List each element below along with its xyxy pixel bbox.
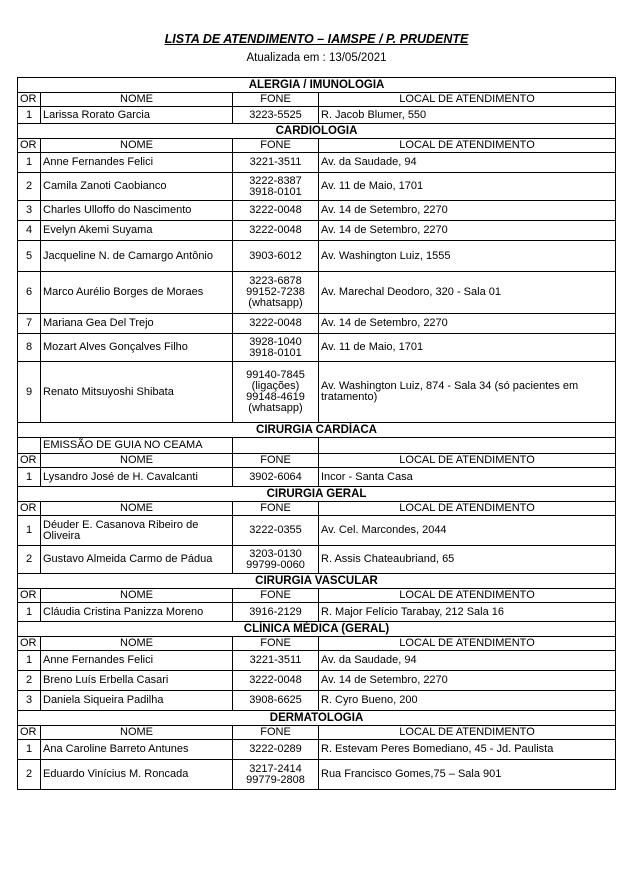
address: Av. Cel. Marcondes, 2044 [319,516,616,546]
phone-number: 3223-5525 [233,107,319,124]
row-number: 7 [18,314,41,334]
table-row [18,546,616,574]
table-row [18,314,616,334]
column-header-nome: NOME [41,139,233,153]
provider-table-body [18,78,616,790]
doctor-name: Marco Aurélio Borges de Moraes [41,272,233,314]
column-header-fone: FONE [233,139,319,153]
phone-number: 3223-6878 99152-7238 (whatsapp) [233,272,319,314]
phone-number: 3222-8387 3918-0101 [233,173,319,201]
column-header-fone: FONE [233,637,319,651]
column-header-nome: NOME [41,502,233,516]
row-number: 2 [18,671,41,691]
row-number: 9 [18,362,41,423]
doctor-name: Ana Caroline Barreto Antunes [41,740,233,760]
row-number: 1 [18,468,41,487]
address: Av. 14 de Setembro, 2270 [319,201,616,221]
doctor-name: Cláudia Cristina Panizza Moreno [41,603,233,622]
phone-number: 99140-7845 (ligações) 99148-4619 (whatsapp) [233,362,319,423]
doctor-name: Daniela Siqueira Padilha [41,691,233,711]
doctor-name: Larissa Rorato Garcia [41,107,233,124]
doctor-name: Gustavo Almeida Carmo de Pádua [41,546,233,574]
doctor-name: Anne Fernandes Felici [41,651,233,671]
section-header-row [18,574,616,589]
doctor-name: Jacqueline N. de Camargo Antônio [41,241,233,272]
phone-number: 3908-6625 [233,691,319,711]
row-number: 3 [18,201,41,221]
column-header-nome: NOME [41,637,233,651]
phone-number: 3203-0130 99799-0060 [233,546,319,574]
empty-cell [18,438,41,454]
phone-number: 3222-0048 [233,201,319,221]
column-header-local: LOCAL DE ATENDIMENTO [319,726,616,740]
column-header-or: OR [18,93,41,107]
row-number: 1 [18,153,41,173]
table-row [18,153,616,173]
row-number: 6 [18,272,41,314]
section-note: EMISSÃO DE GUIA NO CEAMA [41,438,233,454]
column-header-local: LOCAL DE ATENDIMENTO [319,93,616,107]
table-row [18,740,616,760]
section-header-row [18,423,616,438]
updated-date: Atualizada em : 13/05/2021 [246,52,387,64]
table-row [18,241,616,272]
column-header-row [18,726,616,740]
empty-cell [233,438,319,454]
doctor-name: Renato Mitsuyoshi Shibata [41,362,233,423]
column-header-or: OR [18,454,41,468]
address: R. Cyro Bueno, 200 [319,691,616,711]
table-row [18,272,616,314]
doctor-name: Breno Luís Erbella Casari [41,671,233,691]
doctor-name: Eduardo Vinícius M. Roncada [41,760,233,790]
section-header-row [18,487,616,502]
section-title: CIRURGIA GERAL [18,487,616,502]
table-row [18,334,616,362]
provider-table [17,77,616,790]
table-row [18,760,616,790]
section-title: DERMATOLOGIA [18,711,616,726]
column-header-row [18,139,616,153]
section-title: CIRURGIA CARDÍACA [18,423,616,438]
table-row [18,691,616,711]
address: R. Assis Chateaubriand, 65 [319,546,616,574]
column-header-row [18,589,616,603]
column-header-row [18,637,616,651]
address: Incor - Santa Casa [319,468,616,487]
section-header-row [18,124,616,139]
column-header-or: OR [18,637,41,651]
section-title: CLÍNICA MÉDICA (GERAL) [18,622,616,637]
column-header-nome: NOME [41,589,233,603]
column-header-or: OR [18,589,41,603]
address: R. Estevam Peres Bomediano, 45 - Jd. Paulista [319,740,616,760]
address: Av. 14 de Setembro, 2270 [319,671,616,691]
address: Av. 11 de Maio, 1701 [319,173,616,201]
address: Av. 11 de Maio, 1701 [319,334,616,362]
phone-number: 3902-6064 [233,468,319,487]
row-number: 1 [18,603,41,622]
section-header-row [18,622,616,637]
table-row [18,107,616,124]
row-number: 4 [18,221,41,241]
address: Av. 14 de Setembro, 2270 [319,221,616,241]
address: Av. Washington Luiz, 874 - Sala 34 (só pacientes em tratamento) [319,362,616,423]
table-row [18,468,616,487]
row-number: 2 [18,760,41,790]
column-header-or: OR [18,502,41,516]
address: Av. da Saudade, 94 [319,651,616,671]
doctor-name: Déuder E. Casanova Ribeiro de Oliveira [41,516,233,546]
row-number: 2 [18,173,41,201]
phone-number: 3928-1040 3918-0101 [233,334,319,362]
column-header-nome: NOME [41,726,233,740]
row-number: 5 [18,241,41,272]
section-note-row [18,438,616,454]
table-row [18,362,616,423]
table-row [18,201,616,221]
row-number: 1 [18,516,41,546]
row-number: 8 [18,334,41,362]
phone-number: 3903-6012 [233,241,319,272]
column-header-fone: FONE [233,93,319,107]
row-number: 1 [18,740,41,760]
phone-number: 3221-3511 [233,651,319,671]
row-number: 1 [18,651,41,671]
doctor-name: Lysandro José de H. Cavalcanti [41,468,233,487]
phone-number: 3222-0355 [233,516,319,546]
address: Rua Francisco Gomes,75 – Sala 901 [319,760,616,790]
column-header-local: LOCAL DE ATENDIMENTO [319,502,616,516]
column-header-local: LOCAL DE ATENDIMENTO [319,139,616,153]
doctor-name: Charles Ulloffo do Nascimento [41,201,233,221]
doctor-name: Camila Zanoti Caobianco [41,173,233,201]
section-title: ALERGIA / IMUNOLOGIA [18,78,616,93]
table-row [18,173,616,201]
column-header-local: LOCAL DE ATENDIMENTO [319,637,616,651]
phone-number: 3222-0048 [233,314,319,334]
phone-number: 3217-2414 99779-2808 [233,760,319,790]
row-number: 2 [18,546,41,574]
column-header-or: OR [18,726,41,740]
column-header-nome: NOME [41,93,233,107]
address: Av. Marechal Deodoro, 320 - Sala 01 [319,272,616,314]
phone-number: 3222-0048 [233,221,319,241]
doctor-name: Mariana Gea Del Trejo [41,314,233,334]
column-header-row [18,454,616,468]
section-title: CIRURGIA VASCULAR [18,574,616,589]
phone-number: 3916-2129 [233,603,319,622]
column-header-fone: FONE [233,589,319,603]
table-row [18,516,616,546]
doctor-name: Anne Fernandes Felici [41,153,233,173]
address: R. Major Felício Tarabay, 212 Sala 16 [319,603,616,622]
table-row [18,603,616,622]
column-header-row [18,93,616,107]
section-title: CARDIOLOGIA [18,124,616,139]
phone-number: 3221-3511 [233,153,319,173]
phone-number: 3222-0289 [233,740,319,760]
document-title: LISTA DE ATENDIMENTO – IAMSPE / P. PRUDENTE [164,32,469,46]
row-number: 3 [18,691,41,711]
phone-number: 3222-0048 [233,671,319,691]
address: Av. 14 de Setembro, 2270 [319,314,616,334]
column-header-local: LOCAL DE ATENDIMENTO [319,454,616,468]
column-header-or: OR [18,139,41,153]
doctor-name: Evelyn Akemi Suyama [41,221,233,241]
table-row [18,221,616,241]
column-header-nome: NOME [41,454,233,468]
table-row [18,671,616,691]
doctor-name: Mozart Alves Gonçalves Filho [41,334,233,362]
column-header-row [18,502,616,516]
section-header-row [18,78,616,93]
address: R. Jacob Blumer, 550 [319,107,616,124]
column-header-fone: FONE [233,502,319,516]
address: Av. Washington Luiz, 1555 [319,241,616,272]
column-header-local: LOCAL DE ATENDIMENTO [319,589,616,603]
section-header-row [18,711,616,726]
column-header-fone: FONE [233,726,319,740]
row-number: 1 [18,107,41,124]
column-header-fone: FONE [233,454,319,468]
address: Av. da Saudade, 94 [319,153,616,173]
table-row [18,651,616,671]
empty-cell [319,438,616,454]
